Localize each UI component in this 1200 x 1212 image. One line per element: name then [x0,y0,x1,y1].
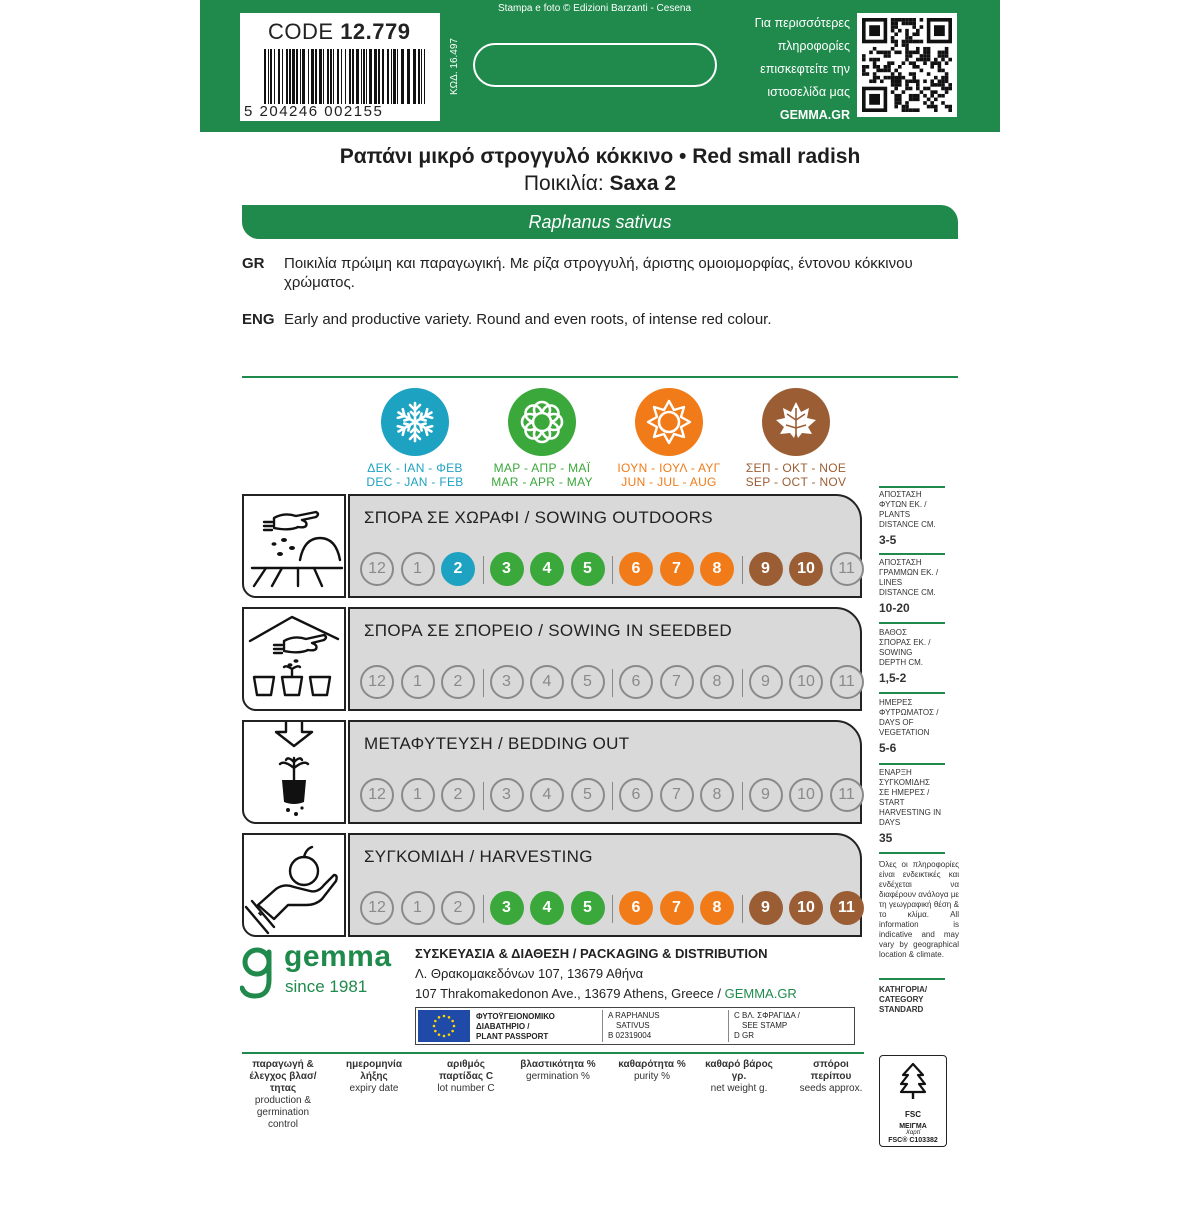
month-5: 5 [571,665,605,699]
month-4: 4 [530,778,564,812]
info-expiry-date: ημερομηνία λήξης expiry date [346,1059,402,1094]
spec-divider [879,852,945,854]
calendar-panel [348,833,862,937]
season-separator [612,556,613,584]
month-12: 12 [360,552,394,586]
month-9: 9 [749,665,783,699]
season-separator [612,782,613,810]
month-11: 11 [830,778,864,812]
month-7: 7 [660,891,694,925]
spec-vegetation-days: ΗΜΕΡΕΣ ΦΥΤΡΩΜΑΤΟΣ / DAYS OF VEGETATION 5-6 [879,698,939,755]
address-en: 107 Thrakomakedonon Ave., 13679 Athens, Greece / GEMMA.GR [415,986,797,1001]
snowflake-icon [381,388,449,456]
plant-passport [415,1007,855,1045]
passport-separator [602,1010,603,1042]
month-8: 8 [700,891,734,925]
barcode-card [240,13,440,121]
ean-number: 5 204246 002155 [244,103,384,120]
sun-icon [635,388,703,456]
season-separator [742,782,743,810]
passport-title: ΦΥΤΟΫΓΕΙΟΝΟΜΙΚΟ ΔΙΑΒΑΤΗΡΙΟ / PLANT PASSPORT [476,1012,555,1041]
month-strip [360,552,860,588]
season-separator [612,669,613,697]
month-1: 1 [401,665,435,699]
month-2: 2 [441,778,475,812]
month-1: 1 [401,778,435,812]
variety-line: Ποικιλία: Saxa 2 [523,172,677,195]
address-gr: Λ. Θρακομακεδόνων 107, 13679 Αθήνα [415,966,644,981]
bottom-divider [242,1052,864,1054]
bedding-out-icon [242,720,346,824]
month-11: 11 [830,665,864,699]
month-strip [360,665,860,701]
website-link[interactable]: GEMMA.GR [779,108,850,122]
row-sowing-seedbed [242,607,862,711]
season-summer: ΙΟΥΝ - ΙΟΥΛ - ΑΥΓ JUN - JUL - AUG [604,388,734,489]
month-7: 7 [660,665,694,699]
leaf-icon [762,388,830,456]
gemma-logo-icon [240,946,274,1002]
row-title: ΣΥΓΚΟΜΙΔΗ / HARVESTING [364,847,593,866]
month-3: 3 [490,552,524,586]
passport-ab: A RAPHANUS SATIVUS B 02319004 [608,1011,660,1040]
sowing-outdoors-icon [242,494,346,598]
season-separator [483,782,484,810]
month-1: 1 [401,891,435,925]
packaging-title: ΣΥΣΚΕΥΑΣΙΑ & ΔΙΑΘΕΣΗ / PACKAGING & DISTRIBUTION [415,946,768,961]
qr-pattern [862,18,952,112]
kod-number: ΚΩΔ. 16.497 [449,38,460,95]
month-10: 10 [789,665,823,699]
row-bedding-out [242,720,862,824]
month-2: 2 [441,891,475,925]
product-title: Ραπάνι μικρό στρογγυλό κόκκινο • Red small radish [339,145,861,168]
season-autumn: ΣΕΠ - ΟΚΤ - ΝΟΕ SEP - OCT - NOV [731,388,861,489]
month-5: 5 [571,778,605,812]
month-6: 6 [619,778,653,812]
month-10: 10 [789,891,823,925]
fsc-tree-icon [893,1061,933,1101]
barcode-icon [264,49,429,104]
month-5: 5 [571,891,605,925]
calendar-panel [348,607,862,711]
month-6: 6 [619,552,653,586]
month-7: 7 [660,552,694,586]
month-1: 1 [401,552,435,586]
month-10: 10 [789,778,823,812]
month-12: 12 [360,891,394,925]
month-4: 4 [530,891,564,925]
season-separator [612,895,613,923]
season-separator [742,895,743,923]
row-title: ΣΠΟΡΑ ΣΕ ΧΩΡΑΦΙ / SOWING OUTDOORS [364,508,713,527]
month-12: 12 [360,778,394,812]
month-8: 8 [700,665,734,699]
season-separator [483,669,484,697]
month-4: 4 [530,552,564,586]
month-11: 11 [830,891,864,925]
row-harvesting [242,833,862,937]
season-separator [742,556,743,584]
month-7: 7 [660,778,694,812]
passport-cd: C ΒΛ. ΣΦΡΑΓΙΔΑ / SEE STAMP D GR [734,1011,800,1040]
month-3: 3 [490,665,524,699]
month-5: 5 [571,552,605,586]
month-4: 4 [530,665,564,699]
month-3: 3 [490,778,524,812]
spec-divider [879,978,945,980]
passport-separator [728,1010,729,1042]
month-6: 6 [619,891,653,925]
website-link[interactable]: GEMMA.GR [724,986,797,1001]
spec-plant-distance: ΑΠΟΣΤΑΣΗ ΦΥΤΩΝ ΕΚ. / PLANTS DISTANCE CM. 3-5 [879,490,936,547]
printer-credit: Stampa e foto © Edizioni Barzanti - Cesena [498,3,692,14]
eu-flag-icon [418,1010,470,1042]
row-title: ΣΠΟΡΑ ΣΕ ΣΠΟΡΕΙΟ / SOWING IN SEEDBED [364,621,732,640]
spec-divider [879,622,945,624]
month-8: 8 [700,778,734,812]
info-net-weight: καθαρό βάρος γρ. net weight g. [705,1059,773,1094]
info-production-control: παραγωγή & έλεγχος βλασ/τητας production & germination control [249,1059,317,1130]
month-8: 8 [700,552,734,586]
harvest-icon [242,833,346,937]
spec-harvest-start: ΕΝΑΡΞΗ ΣΥΓΚΟΜΙΔΗΣ ΣΕ ΗΜΕΡΕΣ / START HARVESTING IN DAYS 35 [879,768,942,845]
fsc-label: FSC ΜΕΙΓΜΑ Χαρτί FSC® C103382 [879,1055,947,1147]
month-2: 2 [441,665,475,699]
disclaimer-note: Όλες οι πληροφορίες είναι ενδεικτικές και ενδέχεται να διαφέρουν ανάλογα με τη γεωγραφική θέση & το κλίμα. All information is indicative and may vary by geographical location & climate. [879,860,959,959]
month-6: 6 [619,665,653,699]
brand-since: since 1981 [285,977,368,996]
info-germination: βλαστικότητα % germination % [520,1059,596,1082]
month-9: 9 [749,891,783,925]
more-info-text: Για περισσότερες πληροφορίες επισκεφτείτε την ιστοσελίδα μας GEMMA.GR [730,12,850,127]
qr-code-icon[interactable] [857,13,957,117]
month-9: 9 [749,778,783,812]
category-label: ΚΑΤΗΓΟΡΙΑ/ CATEGORY STANDARD [879,985,928,1014]
section-divider [242,376,958,378]
product-code: CODE 12.779 [268,19,411,44]
info-lot-number: αριθμός παρτίδας C lot number C [437,1059,495,1094]
spec-divider [879,692,945,694]
calendar-panel [348,720,862,824]
spec-line-distance: ΑΠΟΣΤΑΣΗ ΓΡΑΜΜΩΝ ΕΚ. / LINES DISTANCE CM. 10-20 [879,558,939,615]
spec-divider [879,553,945,555]
season-spring: ΜΑΡ - ΑΠΡ - ΜΑΪ MAR - APR - MAY [477,388,607,489]
month-9: 9 [749,552,783,586]
info-purity: καθαρότητα % purity % [618,1059,686,1082]
spec-sowing-depth: ΒΑΘΟΣ ΣΠΟΡΑΣ ΕΚ. / SOWING DEPTH CM. 1,5-2 [879,628,931,685]
month-3: 3 [490,891,524,925]
season-separator [483,556,484,584]
season-winter: ΔΕΚ - ΙΑΝ - ΦΕΒ DEC - JAN - FEB [350,388,480,489]
hanger-slot-icon [470,40,720,90]
month-2: 2 [441,552,475,586]
month-strip [360,778,860,814]
month-12: 12 [360,665,394,699]
season-separator [742,669,743,697]
spec-divider [879,486,945,488]
row-sowing-outdoors [242,494,862,598]
header-band [200,0,1000,132]
row-title: ΜΕΤΑΦΥΤΕΥΣΗ / BEDDING OUT [364,734,630,753]
latin-name-bar: Raphanus sativus [242,205,958,239]
month-11: 11 [830,552,864,586]
season-separator [483,895,484,923]
flower-icon [508,388,576,456]
calendar-panel [348,494,862,598]
brand-name: gemma [284,940,392,973]
spec-divider [879,763,945,765]
month-strip [360,891,860,927]
month-10: 10 [789,552,823,586]
seedbed-icon [242,607,346,711]
info-seeds-approx: σπόροι περίπου seeds approx. [799,1059,863,1094]
